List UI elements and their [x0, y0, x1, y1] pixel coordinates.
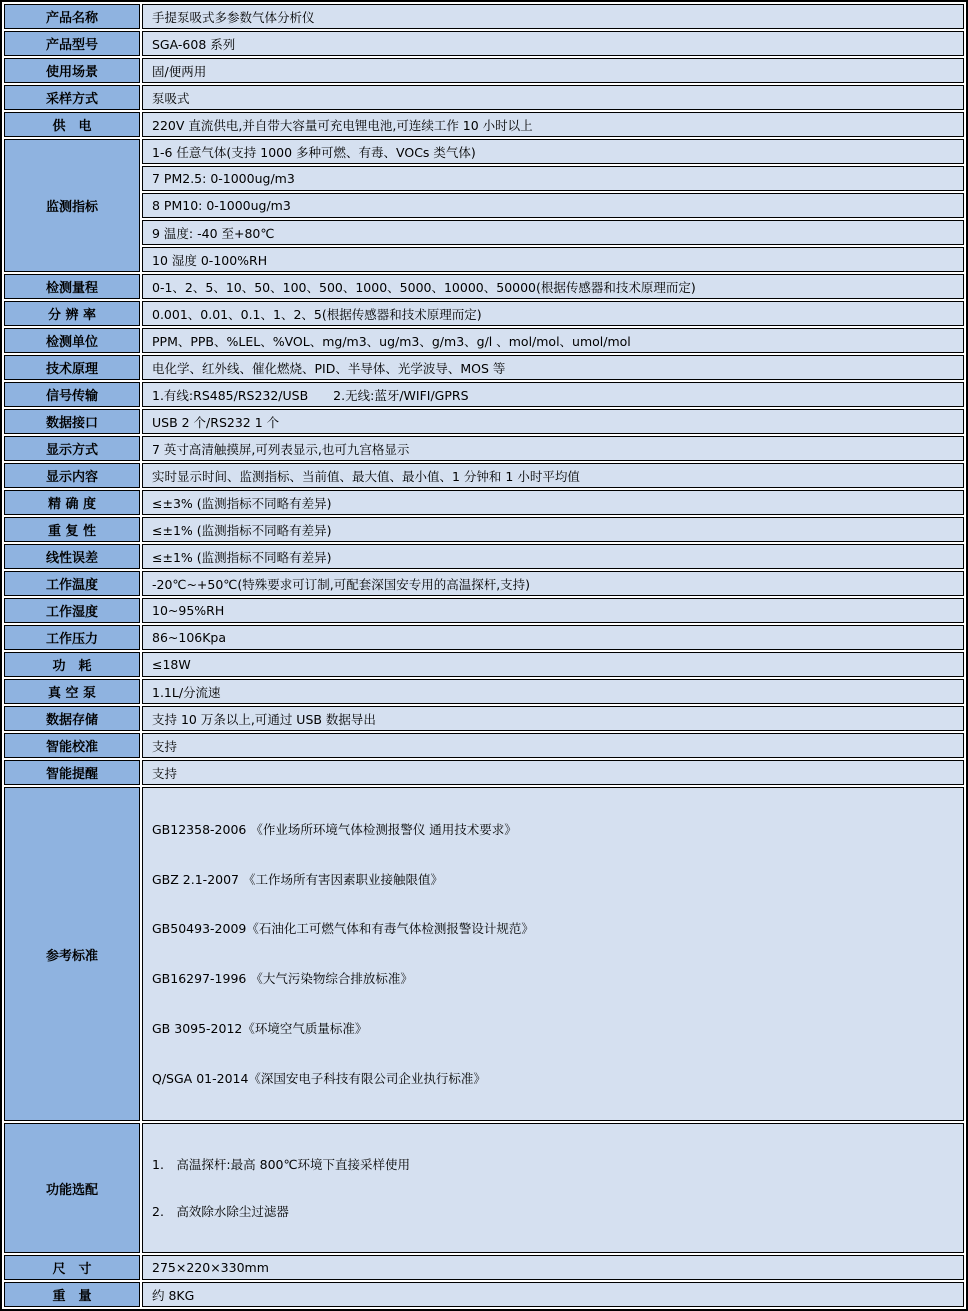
spec-label-vacuum-pump: 真 空 泵	[4, 679, 140, 704]
standard-line: GBZ 2.1-2007 《工作场所有害因素职业接触限值》	[152, 871, 443, 887]
spec-value-accuracy: ≤±3% (监测指标不同略有差异)	[142, 490, 964, 515]
table-row	[4, 382, 964, 407]
spec-label-data-storage: 数据存储	[4, 706, 140, 731]
spec-label-resolution: 分 辨 率	[4, 301, 140, 326]
spec-label-display-mode: 显示方式	[4, 436, 140, 461]
table-row	[4, 58, 964, 83]
spec-value-monitor-item: 9 温度: -40 至+80℃	[142, 220, 964, 245]
table-row	[4, 4, 964, 29]
spec-label-smart-reminder: 智能提醒	[4, 760, 140, 785]
table-row	[4, 733, 964, 758]
table-row	[4, 571, 964, 596]
table-row	[4, 1123, 964, 1253]
spec-label-weight: 重 量	[4, 1282, 140, 1307]
spec-value-linearity: ≤±1% (监测指标不同略有差异)	[142, 544, 964, 569]
table-row	[4, 787, 964, 1121]
table-row	[4, 301, 964, 326]
spec-value-weight: 约 8KG	[142, 1282, 964, 1307]
table-row	[4, 409, 964, 434]
spec-label-repeatability: 重 复 性	[4, 517, 140, 542]
standard-line: GB50493-2009《石油化工可燃气体和有毒气体检测报警设计规范》	[152, 921, 534, 937]
spec-label-linearity: 线性误差	[4, 544, 140, 569]
standard-line: GB16297-1996 《大气污染物综合排放标准》	[152, 971, 413, 987]
spec-value-monitor-item: 7 PM2.5: 0-1000ug/m3	[142, 166, 964, 191]
spec-value-product-name: 手提泵吸式多参数气体分析仪	[142, 4, 964, 29]
table-row	[4, 85, 964, 110]
spec-label-principle: 技术原理	[4, 355, 140, 380]
table-row	[4, 625, 964, 650]
spec-label-detect-range: 检测量程	[4, 274, 140, 299]
table-row	[4, 1255, 964, 1280]
table-row	[4, 436, 964, 461]
spec-label-dimensions: 尺 寸	[4, 1255, 140, 1280]
spec-value-model: SGA-608 系列	[142, 31, 964, 56]
spec-value-repeatability: ≤±1% (监测指标不同略有差异)	[142, 517, 964, 542]
spec-value-usage-scene: 固/便两用	[142, 58, 964, 83]
table-row	[4, 274, 964, 299]
table-row	[4, 1282, 964, 1307]
table-row	[4, 544, 964, 569]
spec-value-vacuum-pump: 1.1L/分流速	[142, 679, 964, 704]
spec-label-reference-standards: 参考标准	[4, 787, 140, 1121]
spec-label-work-pressure: 工作压力	[4, 625, 140, 650]
spec-label-work-temp: 工作温度	[4, 571, 140, 596]
table-row	[4, 679, 964, 704]
standard-line: GB12358-2006 《作业场所环境气体检测报警仪 通用技术要求》	[152, 822, 517, 837]
spec-value-work-temp: -20℃~+50℃(特殊要求可订制,可配套深国安专用的高温探杆,支持)	[142, 571, 964, 596]
spec-label-smart-calibration: 智能校准	[4, 733, 140, 758]
spec-label-units: 检测单位	[4, 328, 140, 353]
spec-label-power: 供 电	[4, 112, 140, 137]
spec-label-model: 产品型号	[4, 31, 140, 56]
table-row	[4, 328, 964, 353]
spec-label-monitor-indicators: 监测指标	[4, 139, 140, 272]
spec-value-signal: 1.有线:RS485/RS232/USB 2.无线:蓝牙/WIFI/GPRS	[142, 382, 964, 407]
spec-value-monitor-item: 8 PM10: 0-1000ug/m3	[142, 193, 964, 218]
spec-value-display-mode: 7 英寸高清触摸屏,可列表显示,也可九宫格显示	[142, 436, 964, 461]
spec-value-power: 220V 直流供电,并自带大容量可充电锂电池,可连续工作 10 小时以上	[142, 112, 964, 137]
spec-label-optional-features: 功能选配	[4, 1123, 140, 1253]
spec-value-power-consumption: ≤18W	[142, 652, 964, 677]
spec-label-accuracy: 精 确 度	[4, 490, 140, 515]
spec-value-data-interface: USB 2 个/RS232 1 个	[142, 409, 964, 434]
table-row	[4, 706, 964, 731]
table-row	[4, 463, 964, 488]
spec-value-optional-features	[142, 1123, 964, 1253]
option-line: 1. 高温探杆:最高 800℃环境下直接采样使用	[152, 1157, 411, 1173]
spec-label-sampling: 采样方式	[4, 85, 140, 110]
table-row	[4, 247, 964, 272]
spec-value-work-pressure: 86~106Kpa	[142, 625, 964, 650]
table-row	[4, 31, 964, 56]
option-line: 2. 高效除水除尘过滤器	[152, 1204, 289, 1220]
spec-value-monitor-item: 1-6 任意气体(支持 1000 多种可燃、有毒、VOCs 类气体)	[142, 139, 964, 164]
spec-value-reference-standards	[142, 787, 964, 1121]
table-row	[4, 139, 964, 164]
spec-value-sampling: 泵吸式	[142, 85, 964, 110]
spec-value-display-content: 实时显示时间、监测指标、当前值、最大值、最小值、1 分钟和 1 小时平均值	[142, 463, 964, 488]
spec-value-work-humidity: 10~95%RH	[142, 598, 964, 623]
standard-line: Q/SGA 01-2014《深国安电子科技有限公司企业执行标准》	[152, 1070, 486, 1086]
spec-value-monitor-item: 10 湿度 0-100%RH	[142, 247, 964, 272]
table-row	[4, 652, 964, 677]
spec-label-display-content: 显示内容	[4, 463, 140, 488]
spec-value-resolution: 0.001、0.01、0.1、1、2、5(根据传感器和技术原理而定)	[142, 301, 964, 326]
spec-label-power-consumption: 功 耗	[4, 652, 140, 677]
spec-label-product-name: 产品名称	[4, 4, 140, 29]
spec-value-detect-range: 0-1、2、5、10、50、100、500、1000、5000、10000、50000(根据传感器和技术原理而定)	[142, 274, 964, 299]
table-row	[4, 166, 964, 191]
table-row	[4, 112, 964, 137]
spec-label-usage-scene: 使用场景	[4, 58, 140, 83]
spec-label-signal: 信号传输	[4, 382, 140, 407]
spec-value-data-storage: 支持 10 万条以上,可通过 USB 数据导出	[142, 706, 964, 731]
spec-label-data-interface: 数据接口	[4, 409, 140, 434]
table-row	[4, 760, 964, 785]
spec-value-smart-calibration: 支持	[142, 733, 964, 758]
table-row	[4, 598, 964, 623]
spec-value-principle: 电化学、红外线、催化燃烧、PID、半导体、光学波导、MOS 等	[142, 355, 964, 380]
table-row	[4, 193, 964, 218]
table-row	[4, 220, 964, 245]
standard-line: GB 3095-2012《环境空气质量标准》	[152, 1020, 368, 1036]
table-row	[4, 490, 964, 515]
table-row	[4, 517, 964, 542]
spec-value-dimensions: 275×220×330mm	[142, 1255, 964, 1280]
spec-value-units: PPM、PPB、%LEL、%VOL、mg/m3、ug/m3、g/m3、g/l 、mol/mol、umol/mol	[142, 328, 964, 353]
spec-value-smart-reminder: 支持	[142, 760, 964, 785]
table-row	[4, 355, 964, 380]
spec-label-work-humidity: 工作湿度	[4, 598, 140, 623]
